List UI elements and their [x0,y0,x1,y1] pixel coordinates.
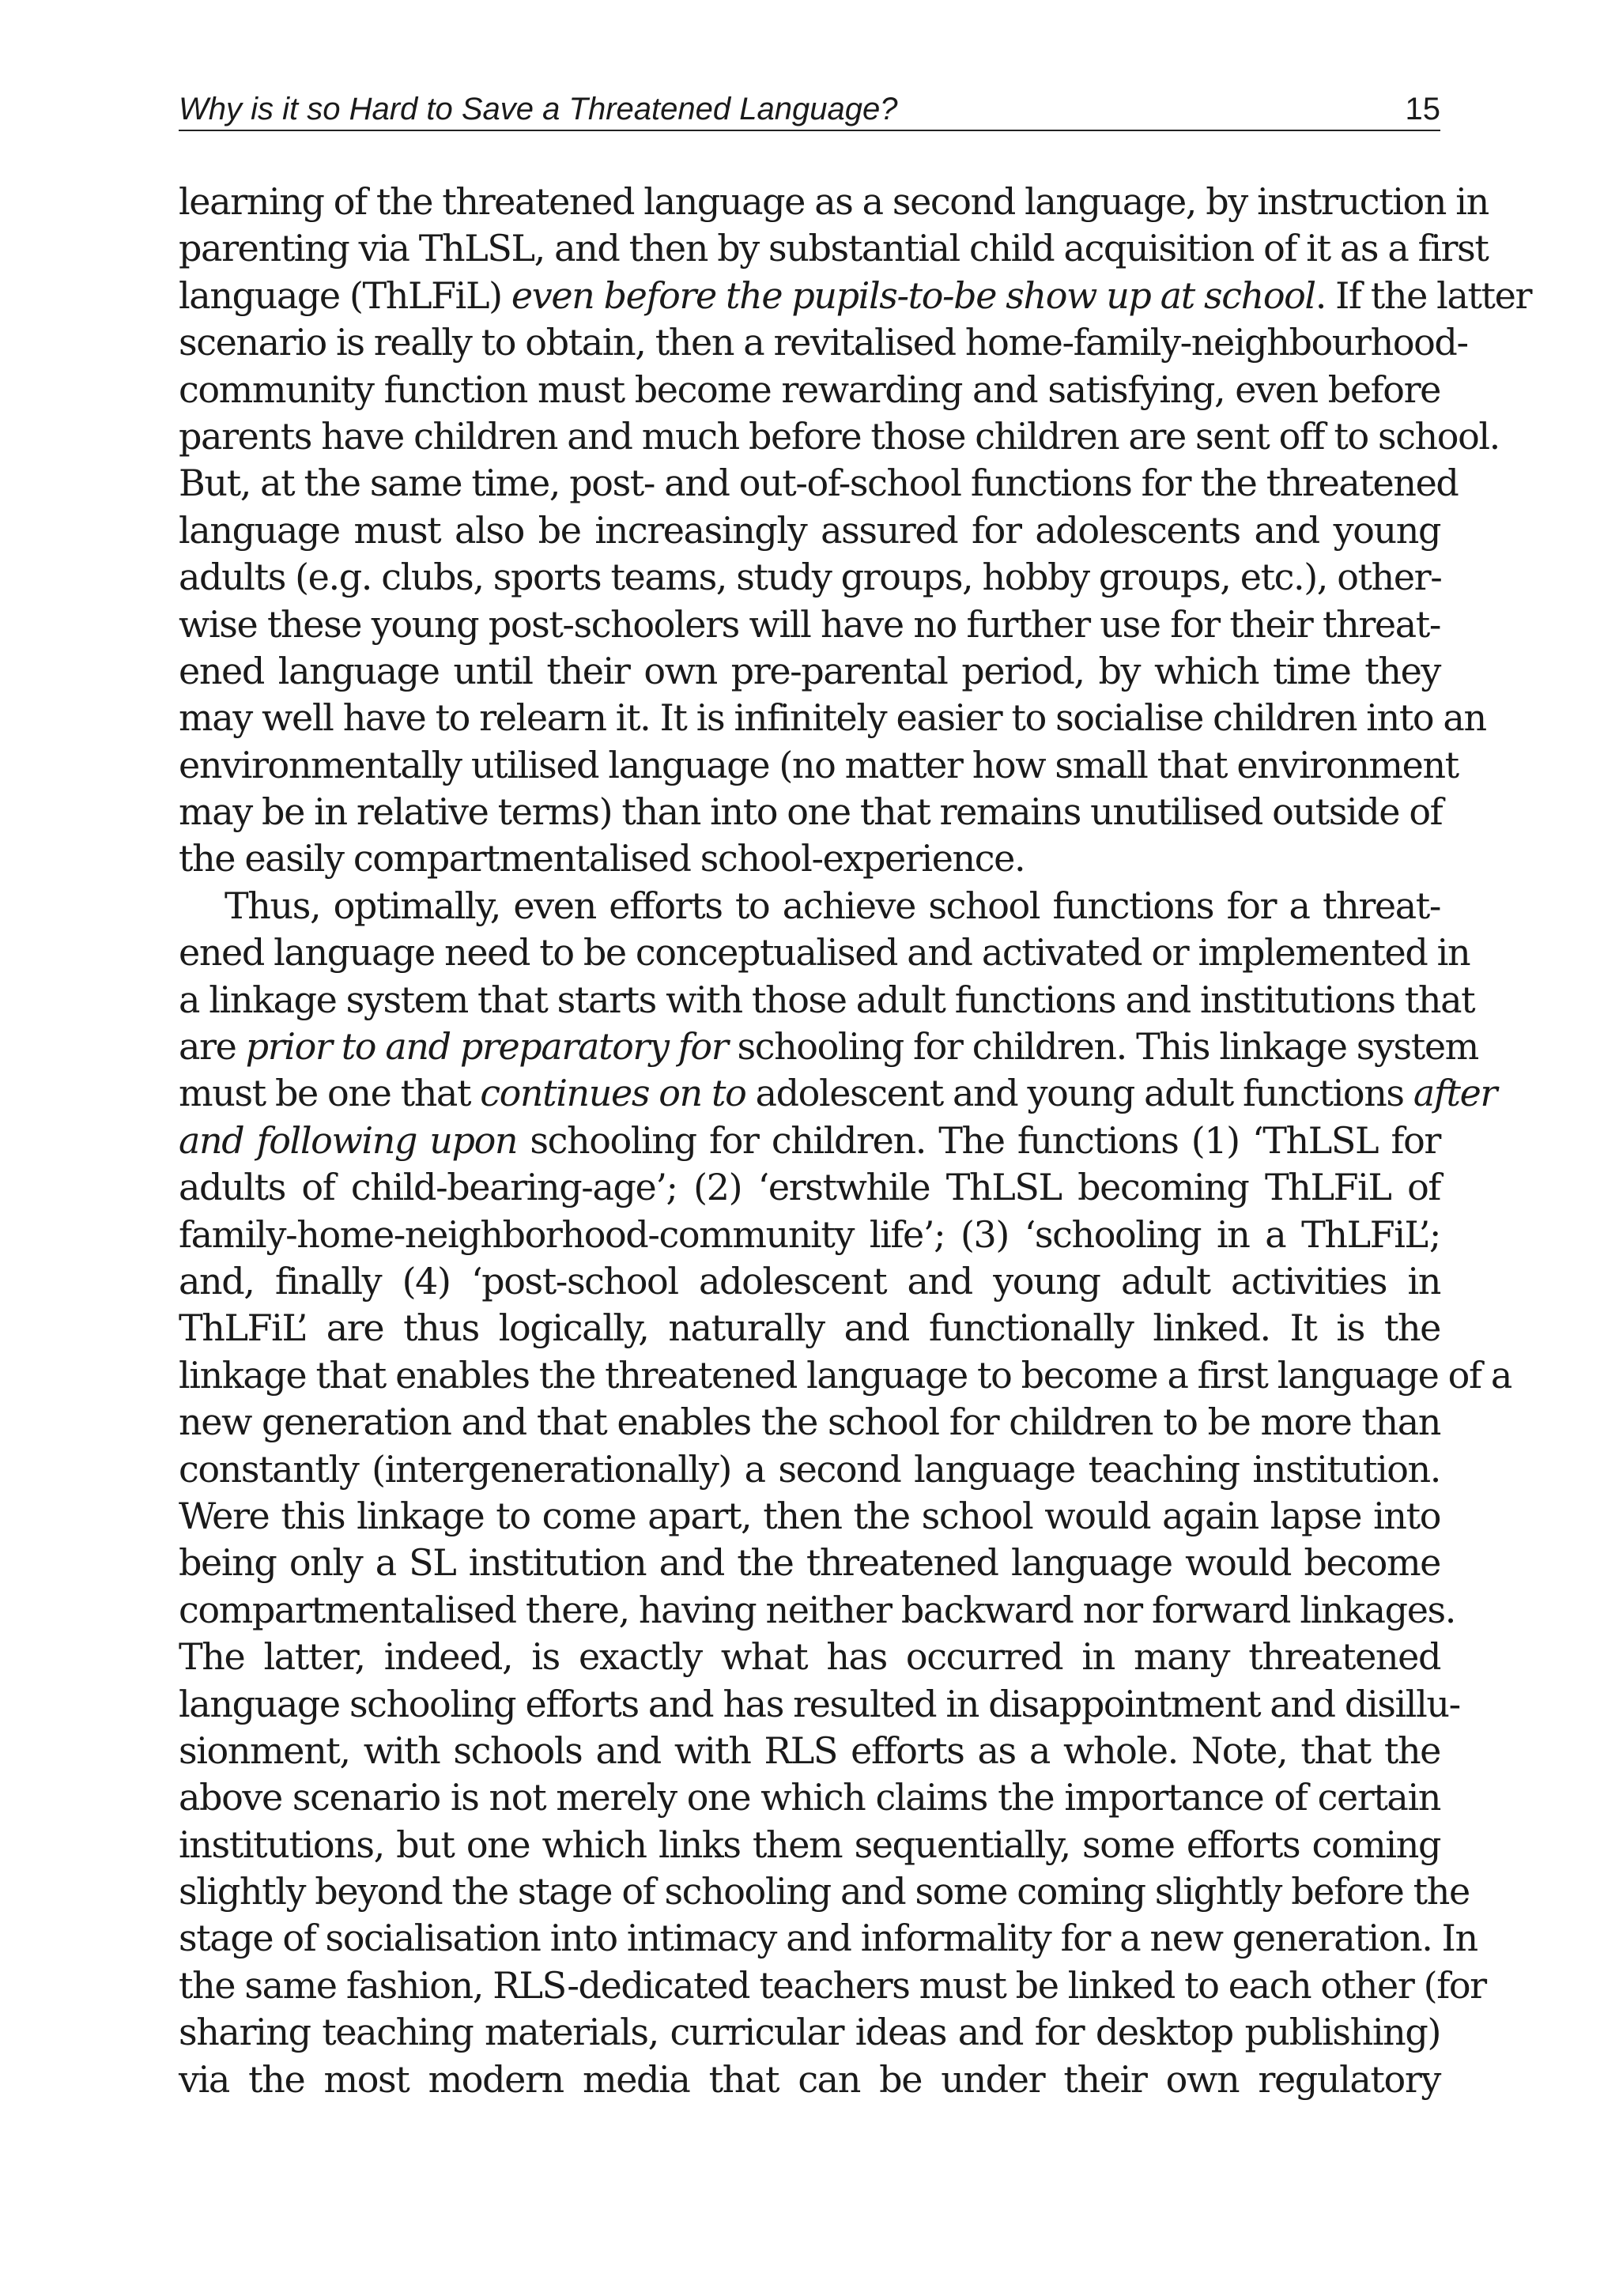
italic-emphasis: even before the pupils-to-be show up at school [511,273,1315,317]
text-line [179,1024,1478,1070]
text-segment: scenario is really to obtain, then a revitalised home-family-neighbourhood- [179,321,1468,364]
text-segment: adults (e.g. clubs, sports teams, study groups, hobby groups, etc.), other- [179,556,1442,599]
running-header [179,89,1440,131]
text-segment: compartmentalised there, having neither backward nor forward linkages. [179,1588,1455,1631]
text-segment: community function must become rewarding and satisfying, even before [179,368,1440,411]
text-segment: above scenario is not merely one which claims the importance of certain [179,1776,1440,1819]
text-segment: must be one that [179,1072,481,1115]
text-line [179,1962,1486,2009]
text-segment: language schooling efforts and has resulted in disappointment and disillu- [179,1682,1460,1725]
text-line [179,1822,1440,1868]
text-line [179,179,1489,225]
text-line [179,695,1486,741]
text-line [179,742,1459,789]
text-segment: The latter, indeed, is exactly what has occurred in many threatened [179,1635,1440,1679]
text-segment: may well have to relearn it. It is infinitely easier to socialise children into an [179,696,1486,740]
text-segment: adolescent and young adult functions [745,1072,1413,1115]
text-line [179,1212,1440,1258]
text-line [179,835,1440,882]
text-segment: are [179,1025,246,1069]
text-segment: institutions, but one which links them sequentially, some efforts coming [179,1823,1440,1866]
text-line [179,1587,1455,1634]
text-segment: parents have children and much before those children are sent off to school. [179,414,1500,458]
text-line [179,1728,1440,1774]
text-line [179,2009,1440,2056]
text-segment: environmentally utilised language (no matter how small that environment [179,743,1459,786]
body-text [179,179,1532,2103]
text-segment: via the most modern media that can be under their own regulatory [179,2057,1440,2101]
text-line [179,1868,1470,1915]
text-segment: wise these young post-schoolers will have no further use for their threat- [179,602,1440,646]
text-line [179,1634,1440,1680]
text-segment: adults of child-bearing-age’; (2) ‘erstwhile ThLSL becoming ThLFiL of [179,1166,1440,1209]
text-line [179,413,1500,460]
text-line [179,1446,1440,1493]
text-line [179,367,1440,413]
italic-emphasis: after [1413,1072,1497,1115]
running-title: Why is it so Hard to Save a Threatened Language? [179,92,898,126]
text-segment: constantly (intergenerationally) a second language teaching institution. [179,1447,1440,1491]
text-segment: Were this linkage to come apart, then the school would again lapse into [179,1494,1440,1537]
text-segment: stage of socialisation into intimacy and informality for a new generation. In [179,1917,1477,1960]
text-segment: slightly beyond the stage of schooling and some coming slightly before the [179,1870,1470,1913]
text-line [179,273,1532,319]
text-segment: sharing teaching materials, curricular ideas and for desktop publishing) [179,2011,1440,2054]
text-segment: language must also be increasingly assured for adolescents and young [179,508,1440,552]
text-line [179,1915,1477,1962]
text-segment: and, finally (4) ‘post-school adolescent and young adult activities in [179,1259,1440,1303]
text-segment: ThLFiL’ are thus logically, naturally and functionally linked. It is the [179,1306,1440,1350]
text-segment: family-home-neighborhood-community life’; (3) ‘schooling in a ThLFiL’; [179,1212,1440,1256]
text-segment: language (ThLFiL) [179,273,511,317]
text-line [179,1681,1460,1728]
text-segment: may be in relative terms) than into one that remains unutilised outside of [179,790,1443,834]
text-segment: ened language need to be conceptualised and activated or implemented in [179,931,1470,975]
text-line [179,929,1470,976]
text-segment: ened language until their own pre-parental period, by which time they [179,649,1440,692]
text-line [179,460,1459,507]
page-number: 15 [1405,92,1440,126]
text-segment: sionment, with schools and with RLS efforts as a whole. Note, that the [179,1729,1440,1772]
text-line [179,1164,1440,1211]
text-line [179,648,1440,695]
text-line [179,1258,1440,1305]
text-segment: . If the latter [1315,273,1532,317]
text-line [179,1493,1440,1540]
italic-emphasis: continues on to [480,1072,746,1115]
text-line [179,507,1440,554]
text-line [179,554,1440,601]
text-segment: But, at the same time, post- and out-of-school functions for the threatened [179,462,1459,505]
text-segment: parenting via ThLSL, and then by substantial child acquisition of it as a first [179,227,1489,270]
text-line [179,225,1489,272]
text-segment: learning of the threatened language as a second language, by instruction in [179,180,1489,223]
text-line [179,1540,1440,1586]
text-line [179,789,1443,835]
text-line [179,1070,1497,1117]
text-segment: the easily compartmentalised school-experience. [179,837,1025,880]
text-line [179,1399,1440,1446]
text-segment: linkage that enables the threatened language to become a first language of a [179,1353,1511,1397]
text-segment: schooling for children. The functions (1) ‘ThLSL for [517,1118,1440,1162]
text-line [179,1352,1511,1399]
text-segment: schooling for children. This linkage system [727,1025,1478,1069]
text-line [179,1774,1440,1821]
text-line [179,601,1440,648]
text-line [179,319,1468,366]
text-segment: a linkage system that starts with those adult functions and institutions that [179,978,1475,1021]
text-segment: Thus, optimally, even efforts to achieve school functions for a threat- [225,884,1440,927]
text-line [179,977,1475,1024]
text-line [179,2057,1440,2103]
text-segment: being only a SL institution and the threatened language would become [179,1541,1440,1585]
text-line [179,1305,1440,1352]
italic-emphasis: prior to and preparatory for [245,1025,728,1069]
text-segment: the same fashion, RLS-dedicated teachers must be linked to each other (for [179,1963,1486,2007]
italic-emphasis: and following upon [179,1118,518,1162]
text-line [179,883,1440,929]
text-line [179,1118,1440,1164]
text-segment: new generation and that enables the school for children to be more than [179,1401,1440,1444]
